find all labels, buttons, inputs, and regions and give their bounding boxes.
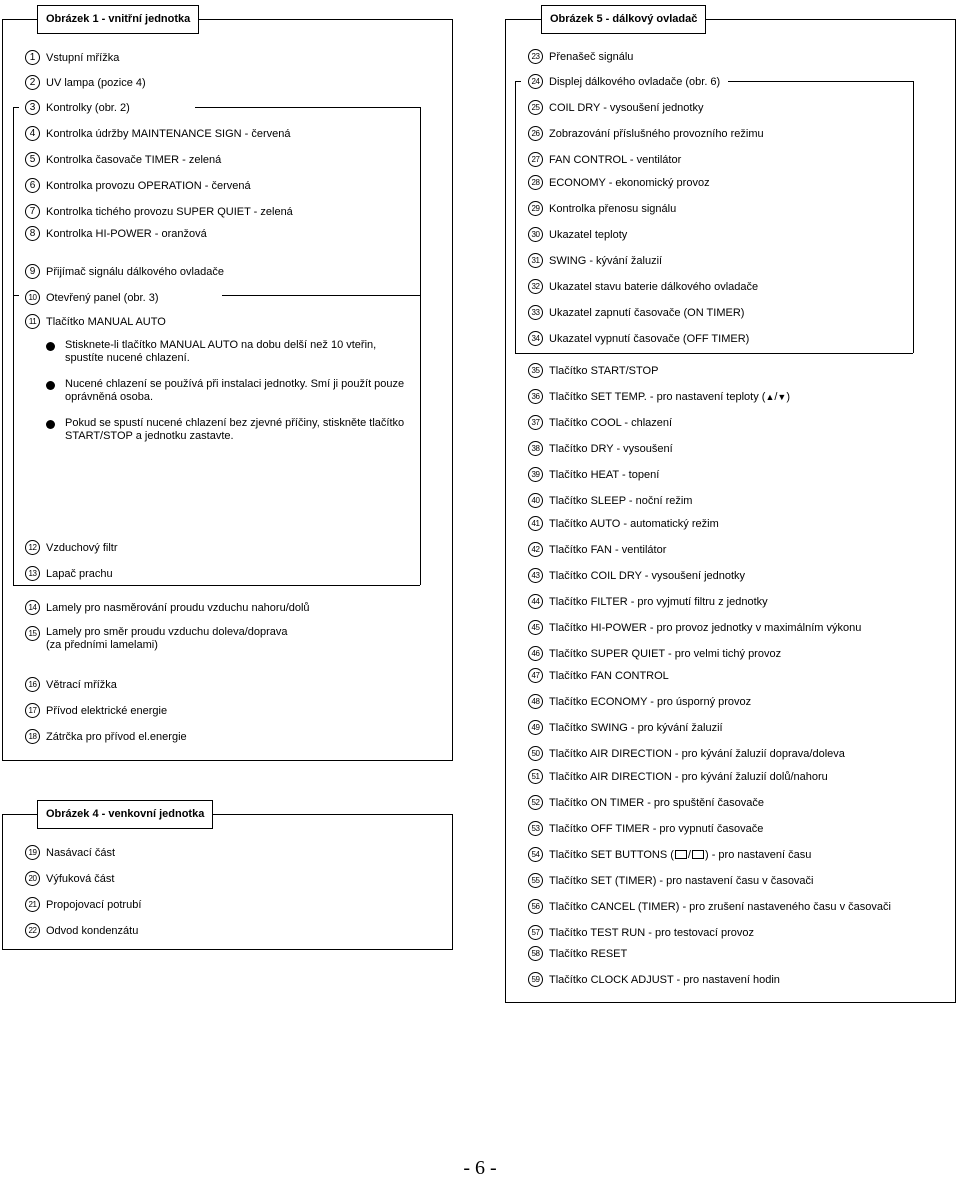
item-label: Tlačítko MANUAL AUTO — [46, 315, 166, 328]
item-label: Tlačítko AIR DIRECTION - pro kývání žaluzií dolů/nahoru — [549, 770, 828, 783]
item-number-badge: 51 — [528, 769, 543, 784]
item-number-badge: 2 — [25, 75, 40, 90]
item-number-badge: 23 — [528, 49, 543, 64]
list-item — [25, 290, 159, 305]
note-text: Stisknete-li tlačítko MANUAL AUTO na dobu delší než 10 vteřin, spustíte nucené chlazení. — [65, 339, 377, 364]
list-item — [528, 620, 861, 635]
list-item — [528, 946, 627, 961]
item-label: Kontrolky (obr. 2) — [46, 101, 130, 114]
list-item — [528, 821, 763, 836]
list-item — [528, 493, 692, 508]
display-group-line-bottom — [515, 353, 913, 354]
list-item — [528, 568, 745, 583]
remote-controller-title: Obrázek 5 - dálkový ovladač — [541, 5, 706, 34]
item-label: Kontrolka údržby MAINTENANCE SIGN - červená — [46, 127, 291, 140]
item-label: Tlačítko ON TIMER - pro spuštění časovače — [549, 796, 764, 809]
item-label: Větrací mřížka — [46, 678, 117, 691]
list-item — [528, 925, 754, 940]
list-item — [528, 594, 768, 609]
item-number-badge: 4 — [25, 126, 40, 141]
item-number-badge: 34 — [528, 331, 543, 346]
item-number-badge: 7 — [25, 204, 40, 219]
item-label: Tlačítko FILTER - pro vyjmutí filtru z jednotky — [549, 595, 768, 608]
item-number-badge: 32 — [528, 279, 543, 294]
item-number-badge: 5 — [25, 152, 40, 167]
item-label: Tlačítko AIR DIRECTION - pro kývání žaluzií doprava/doleva — [549, 747, 845, 760]
list-item — [528, 646, 781, 661]
up-arrow-icon: ▲ — [765, 391, 775, 402]
list-item — [528, 175, 710, 190]
open-panel-line — [13, 295, 19, 296]
item-number-badge: 45 — [528, 620, 543, 635]
list-item — [528, 201, 676, 216]
item-number-badge: 19 — [25, 845, 40, 860]
item-number-badge: 47 — [528, 668, 543, 683]
item-number-badge: 10 — [25, 290, 40, 305]
item-label: Výfuková část — [46, 872, 115, 885]
item-label-multiline — [46, 626, 288, 652]
list-item — [528, 415, 672, 430]
item-label: Odvod kondenzátu — [46, 924, 139, 937]
item-label: Tlačítko RESET — [549, 947, 628, 960]
list-item — [25, 897, 141, 912]
list-item — [25, 566, 113, 581]
item-label: Zobrazování příslušného provozního režimu — [549, 127, 764, 140]
item-label: Tlačítko SWING - pro kývání žaluzií — [549, 721, 723, 734]
page-number: - 6 - — [463, 1157, 497, 1179]
item-number-badge: 38 — [528, 441, 543, 456]
item-label: Tlačítko SET (TIMER) - pro nastavení času v časovači — [549, 874, 814, 887]
list-item — [25, 152, 221, 167]
item-number-badge: 36 — [528, 389, 543, 404]
list-item — [25, 845, 115, 860]
list-item — [25, 729, 187, 744]
list-item — [528, 279, 758, 294]
item-number-badge: 54 — [528, 847, 543, 862]
item-number-badge: 22 — [25, 923, 40, 938]
indicator-group-line-vertical-right — [420, 107, 421, 585]
list-item — [528, 126, 764, 141]
item-label: UV lampa (pozice 4) — [46, 76, 146, 89]
item-label: Tlačítko SUPER QUIET - pro velmi tichý provoz — [549, 647, 782, 660]
item-number-badge: 55 — [528, 873, 543, 888]
down-arrow-icon: ▼ — [777, 391, 787, 402]
item-number-badge: 29 — [528, 201, 543, 216]
item-label: Tlačítko START/STOP — [549, 364, 659, 377]
item-number-badge: 50 — [528, 746, 543, 761]
item-label: Tlačítko AUTO - automatický režim — [549, 517, 719, 530]
item-label: FAN CONTROL - ventilátor — [549, 153, 682, 166]
list-item — [25, 178, 251, 193]
item-number-badge: 42 — [528, 542, 543, 557]
list-item — [25, 871, 114, 886]
indicator-group-line-bottom — [13, 585, 420, 586]
item-label: ECONOMY - ekonomický provoz — [549, 176, 710, 189]
item-number-badge: 57 — [528, 925, 543, 940]
list-item — [25, 600, 310, 615]
indicator-group-line-right — [195, 107, 420, 108]
item-number-badge: 11 — [25, 314, 40, 329]
list-item — [528, 769, 828, 784]
item-number-badge: 41 — [528, 516, 543, 531]
item-label: Kontrolka tichého provozu SUPER QUIET - zelená — [46, 205, 293, 218]
list-item — [528, 331, 749, 346]
item-label: Ukazatel vypnutí časovače (OFF TIMER) — [549, 332, 750, 345]
list-item — [528, 899, 891, 914]
outdoor-unit-title: Obrázek 4 - venkovní jednotka — [37, 800, 213, 829]
item-number-badge: 26 — [528, 126, 543, 141]
item-label: Kontrolka přenosu signálu — [549, 202, 677, 215]
item-label: Ukazatel teploty — [549, 228, 628, 241]
set-down-button-icon — [692, 850, 704, 859]
note-bullet — [46, 339, 415, 365]
item-label-line2: (za předními lamelami) — [46, 639, 158, 651]
item-label: Kontrolka HI-POWER - oranžová — [46, 227, 207, 240]
item-label: Tlačítko ECONOMY - pro úsporný provoz — [549, 695, 752, 708]
item-number-badge: 28 — [528, 175, 543, 190]
item-label: Ukazatel stavu baterie dálkového ovladače — [549, 280, 759, 293]
list-item — [528, 389, 790, 404]
item-number-badge: 12 — [25, 540, 40, 555]
list-item — [25, 50, 119, 65]
item-number-badge: 27 — [528, 152, 543, 167]
item-number-badge: 18 — [25, 729, 40, 744]
item-number-badge: 48 — [528, 694, 543, 709]
item-label: Tlačítko CANCEL (TIMER) - pro zrušení nastaveného času v časovači — [549, 900, 891, 913]
item-label: Přijímač signálu dálkového ovladače — [46, 265, 224, 278]
open-panel-line-right — [222, 295, 420, 296]
item-label: Tlačítko COIL DRY - vysoušení jednotky — [549, 569, 746, 582]
item-label: Vzduchový filtr — [46, 541, 118, 554]
list-item — [528, 972, 780, 987]
item-label: Přívod elektrické energie — [46, 704, 168, 717]
list-item — [528, 873, 814, 888]
item-label: Tlačítko TEST RUN - pro testovací provoz — [549, 926, 754, 939]
note-text: Nucené chlazení se používá při instalaci jednotky. Smí ji použít pouze oprávněná osoba. — [65, 378, 405, 403]
slash-separator: / — [774, 390, 778, 403]
list-item — [25, 126, 291, 141]
item-number-badge: 14 — [25, 600, 40, 615]
item-number-badge: 35 — [528, 363, 543, 378]
note-bullet — [46, 378, 415, 404]
list-item — [25, 923, 138, 938]
item-label: Zátrčka pro přívod el.energie — [46, 730, 187, 743]
item-label: Vstupní mřížka — [46, 51, 120, 64]
item-number-badge: 15 — [25, 626, 40, 641]
list-item — [25, 100, 130, 115]
set-up-button-icon — [675, 850, 687, 859]
item-label: Lamely pro nasměrování proudu vzduchu nahoru/dolů — [46, 601, 310, 614]
display-group-line-right — [728, 81, 913, 82]
list-item — [25, 677, 117, 692]
bullet-dot — [46, 342, 55, 351]
item-label: Lamely pro směr proudu vzduchu doleva/doprava — [46, 626, 288, 638]
list-item — [528, 441, 673, 456]
item-number-badge: 24 — [528, 74, 543, 89]
item-label: Tlačítko HI-POWER - pro provoz jednotky v maximálním výkonu — [549, 621, 862, 634]
item-label: Tlačítko SET TEMP. - pro nastavení teploty ( — [549, 390, 766, 403]
list-item — [25, 540, 118, 555]
item-number-badge: 1 — [25, 50, 40, 65]
item-label: SWING - kývání žaluzií — [549, 254, 663, 267]
item-number-badge: 31 — [528, 253, 543, 268]
item-label: Tlačítko FAN CONTROL — [549, 669, 669, 682]
slash-separator: / — [687, 848, 691, 861]
item-label: Tlačítko SET BUTTONS ( — [549, 848, 674, 861]
item-number-badge: 43 — [528, 568, 543, 583]
list-item — [528, 49, 633, 64]
list-item — [528, 152, 681, 167]
list-item — [528, 305, 744, 320]
list-item — [25, 314, 166, 329]
item-label-tail: ) — [786, 390, 791, 403]
item-number-badge: 13 — [25, 566, 40, 581]
item-label: Tlačítko COOL - chlazení — [549, 416, 673, 429]
item-label: Tlačítko SLEEP - noční režim — [549, 494, 693, 507]
item-number-badge: 17 — [25, 703, 40, 718]
item-number-badge: 6 — [25, 178, 40, 193]
item-label: Přenašeč signálu — [549, 50, 634, 63]
item-number-badge: 44 — [528, 594, 543, 609]
item-label: Otevřený panel (obr. 3) — [46, 291, 159, 304]
bullet-dot — [46, 381, 55, 390]
item-label: Displej dálkového ovladače (obr. 6) — [549, 75, 721, 88]
list-item — [25, 703, 167, 718]
item-number-badge: 46 — [528, 646, 543, 661]
item-number-badge: 37 — [528, 415, 543, 430]
item-label: Ukazatel zapnutí časovače (ON TIMER) — [549, 306, 745, 319]
list-item — [528, 516, 719, 531]
list-item — [528, 746, 845, 761]
list-item — [25, 226, 207, 241]
item-number-badge: 8 — [25, 226, 40, 241]
item-label: Tlačítko DRY - vysoušení — [549, 442, 673, 455]
item-label-tail: ) - pro nastavení času — [704, 848, 812, 861]
item-number-badge: 25 — [528, 100, 543, 115]
item-label: Kontrolka provozu OPERATION - červená — [46, 179, 251, 192]
list-item — [25, 264, 224, 279]
item-label: Tlačítko OFF TIMER - pro vypnutí časovače — [549, 822, 764, 835]
list-item — [25, 626, 288, 652]
item-label: Propojovací potrubí — [46, 898, 142, 911]
item-label: Lapač prachu — [46, 567, 113, 580]
list-item — [528, 694, 751, 709]
item-number-badge: 16 — [25, 677, 40, 692]
item-number-badge: 3 — [25, 100, 40, 115]
item-label: Kontrolka časovače TIMER - zelená — [46, 153, 222, 166]
list-item — [528, 668, 669, 683]
item-number-badge: 52 — [528, 795, 543, 810]
item-number-badge: 39 — [528, 467, 543, 482]
list-item — [528, 227, 627, 242]
item-number-badge: 30 — [528, 227, 543, 242]
display-group-line-vertical-right — [913, 81, 914, 353]
list-item — [528, 100, 703, 115]
list-item — [528, 542, 666, 557]
list-item — [528, 847, 811, 862]
indicator-group-line-vertical — [13, 107, 14, 585]
bullet-dot — [46, 420, 55, 429]
list-item — [528, 795, 764, 810]
display-group-line-vertical — [515, 81, 516, 353]
list-item — [25, 204, 293, 219]
list-item — [528, 253, 662, 268]
item-number-badge: 40 — [528, 493, 543, 508]
item-label: Tlačítko HEAT - topení — [549, 468, 660, 481]
item-label: Nasávací část — [46, 846, 116, 859]
item-number-badge: 20 — [25, 871, 40, 886]
list-item — [528, 363, 658, 378]
item-label: Tlačítko FAN - ventilátor — [549, 543, 667, 556]
item-number-badge: 33 — [528, 305, 543, 320]
list-item — [25, 75, 146, 90]
item-number-badge: 59 — [528, 972, 543, 987]
item-number-badge: 21 — [25, 897, 40, 912]
item-number-badge: 53 — [528, 821, 543, 836]
indoor-unit-title: Obrázek 1 - vnitřní jednotka — [37, 5, 199, 34]
item-label: COIL DRY - vysoušení jednotky — [549, 101, 704, 114]
note-text: Pokud se spustí nucené chlazení bez zjevné příčiny, stiskněte tlačítko START/STOP a jednotku zastavte. — [65, 417, 405, 442]
list-item — [528, 720, 723, 735]
item-number-badge: 58 — [528, 946, 543, 961]
item-number-badge: 9 — [25, 264, 40, 279]
item-label: Tlačítko CLOCK ADJUST - pro nastavení hodin — [549, 973, 780, 986]
list-item — [528, 74, 720, 89]
item-number-badge: 49 — [528, 720, 543, 735]
item-number-badge: 56 — [528, 899, 543, 914]
note-bullet — [46, 417, 415, 443]
list-item — [528, 467, 659, 482]
